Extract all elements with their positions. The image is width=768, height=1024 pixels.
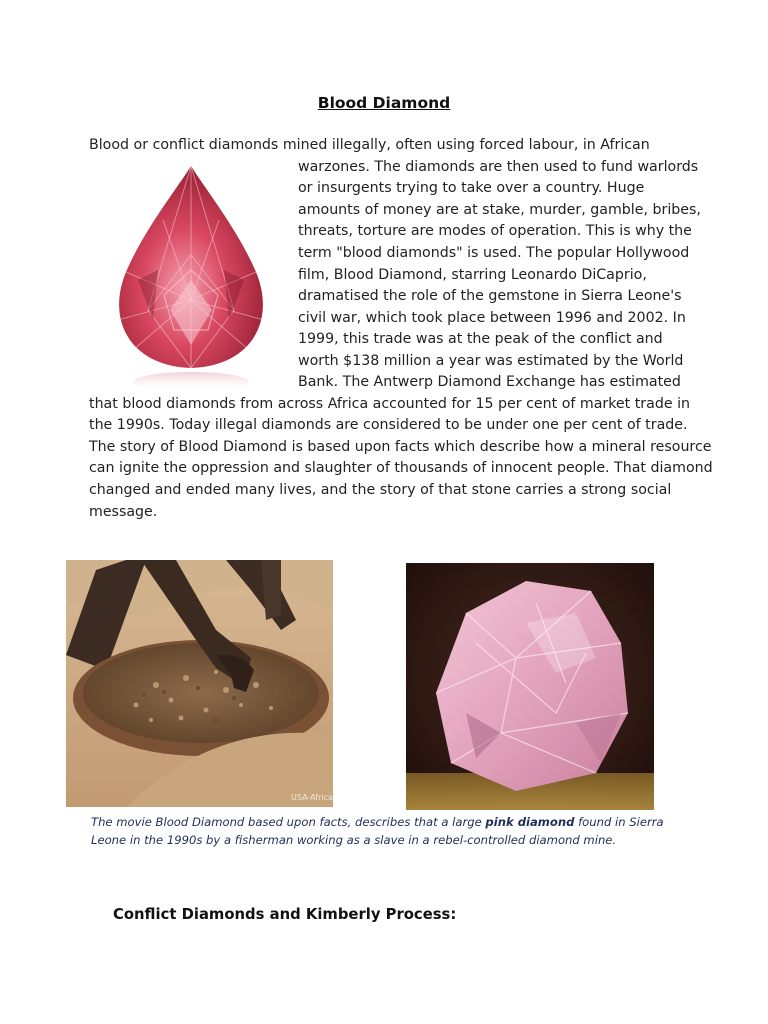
caption-text: The movie Blood Diamond based upon facts, describes that a large [91,815,486,829]
caption-text: found in Sierra [574,815,664,829]
body-text-line: threats, torture are modes of operation. This is why the [298,223,692,239]
body-text-line: warzones. The diamonds are then used to fund warlords [298,159,699,175]
body-text-line: amounts of money are at stake, murder, gamble, bribes, [298,202,701,218]
body-text-line: Blood or conflict diamonds mined illegally, often using forced labour, in African [89,137,650,153]
photo-caption-line1 [91,815,664,829]
body-text-line: Bank. The Antwerp Diamond Exchange has estimated [298,374,681,390]
body-text-line: film, Blood Diamond, starring Leonardo DiCaprio, [298,267,647,283]
body-text-line: civil war, which took place between 1996 and 2002. In [298,310,686,326]
body-text-line: message. [89,504,158,520]
body-text-line: The story of Blood Diamond is based upon facts which describe how a mineral resource [89,439,712,455]
red-diamond-image [108,160,274,396]
body-text-line: or insurgents trying to take over a country. Huge [298,180,645,196]
body-text-line: the 1990s. Today illegal diamonds are considered to be under one per cent of trade. [89,417,688,433]
body-text-line: term "blood diamonds" is used. The popular Hollywood [298,245,690,261]
body-text-line: changed and ended many lives, and the story of that stone carries a strong social [89,482,672,498]
section-heading: Conflict Diamonds and Kimberly Process: [113,906,457,923]
photo-caption-line2: Leone in the 1990s by a fisherman working as a slave in a rebel-controlled diamond mine. [91,833,617,847]
body-text-line: dramatised the role of the gemstone in Sierra Leone's [298,288,682,304]
body-text-line: that blood diamonds from across Africa accounted for 15 per cent of market trade in [89,396,690,412]
body-text-line: 1999, this trade was at the peak of the conflict and [298,331,663,347]
watermark-text: USA-Africa [291,793,333,802]
body-text-line: can ignite the oppression and slaughter of thousands of innocent people. That diamond [89,460,713,476]
caption-bold-text: pink diamond [485,815,575,829]
pink-diamond-photo [406,563,654,810]
mining-photo [66,560,333,807]
body-text-line: worth $138 million a year was estimated by the World [298,353,684,369]
page-title: Blood Diamond [317,94,451,112]
